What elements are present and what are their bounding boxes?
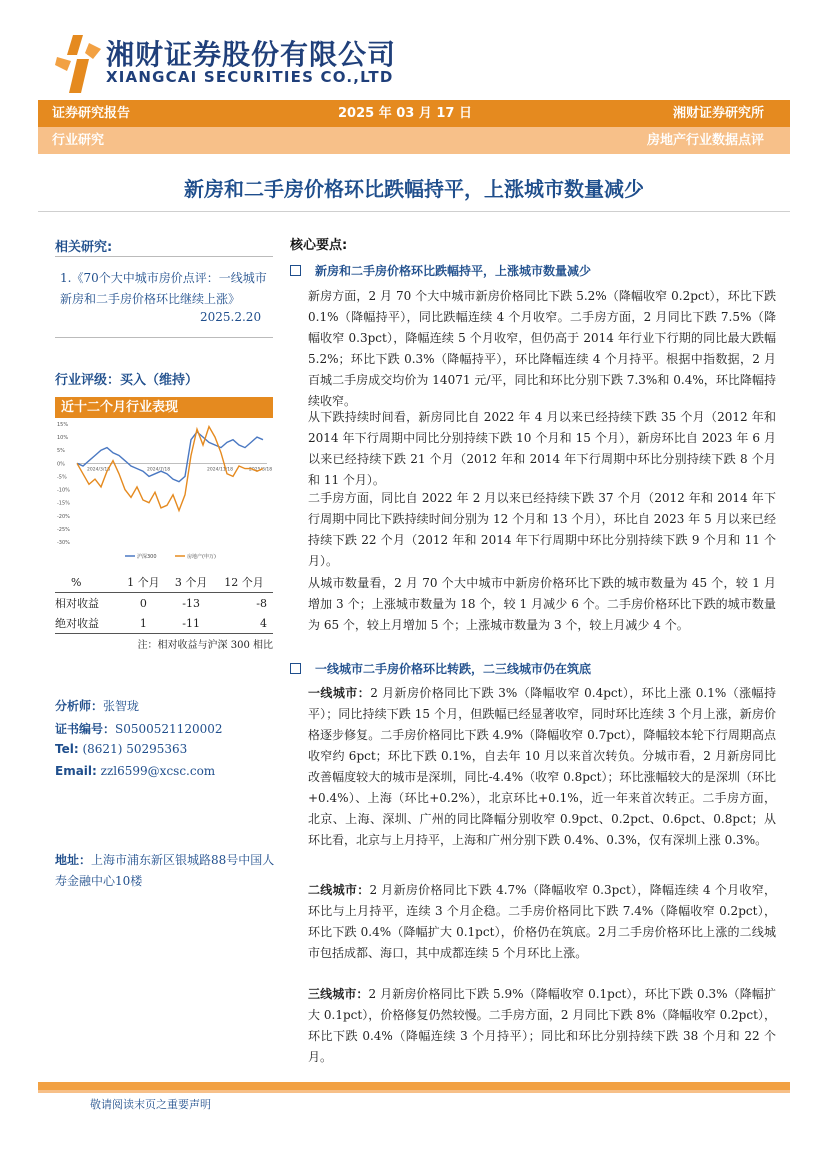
x-tick-label: 2024/7/18 [147, 467, 171, 473]
analyst-line [55, 697, 139, 714]
footer-bar [38, 1082, 790, 1090]
x-tick-label: 2024/3/18 [87, 467, 111, 473]
table-header: 12 个月 [215, 572, 273, 593]
y-tick-label: -30% [57, 540, 70, 546]
table-cell: 0 [139, 596, 147, 610]
tel-label: Tel: [55, 742, 79, 756]
y-tick-label: -5% [57, 474, 67, 481]
paragraph-tier2 [308, 880, 776, 964]
company-name-en: XIANGCAI SECURITIES CO.,LTD [106, 68, 394, 86]
cert-line [55, 720, 223, 737]
table-header: 3 个月 [167, 572, 215, 593]
table-note: 注：相对收益与沪深 300 相比 [137, 640, 273, 651]
paragraph: 从下跌持续时间看，新房同比自 2022 年 4 月以来已经持续下跌 35 个月（2012 年和 2014 年下行周期中同比分别持续下跌 10 个月和 15 个月），新房环比自 2023 年 6 月以来已经持续下跌 21 个月（2012 年和 2014 年下行周期中环比分别持续下跌 8 个月和 11 个月）。 [308, 410, 776, 487]
divider [55, 337, 273, 338]
section-title: 一线城市二手房价格环比转跌，二三线城市仍在筑底 [315, 662, 592, 676]
performance-chart [55, 418, 273, 568]
y-tick-label: -25% [57, 526, 70, 533]
table-row [55, 593, 273, 614]
section-heading-2 [290, 660, 591, 677]
report-type: 证券研究报告 [52, 106, 131, 121]
y-tick-label: 10% [57, 435, 69, 442]
table-header: % [55, 572, 120, 593]
address-text: 上海市浦东新区银城路88号中国人寿金融中心10楼 [55, 853, 275, 888]
performance-heading: 近十二个月行业表现 [61, 400, 179, 415]
table-row [55, 613, 273, 634]
paragraph: 新房方面，2 月 70 个大中城市新房价格同比下跌 5.2%（降幅收窄 0.2pct），环比下跌 0.1%（降幅持平），同比跌幅连续 4 个月收窄。二手房方面，2 月同比下跌 7.5%（降幅收窄 0.3pct），降幅连续 5 个月收窄，但仍高于 2014 年行业下行期的同比最大跌幅 5.2%；环比下跌 0.3%（降幅持平），环比降幅连续 4 个月持平。根据中指数据，2 月百城二手房成交均价为 14071 元/平，同比和环比分别下跌 7.3%和 0.4%，环比降幅持续收窄。 [308, 289, 776, 408]
performance-table [55, 572, 273, 634]
paragraph-tier3 [308, 984, 776, 1068]
table-cell: 1 [120, 613, 168, 634]
company-name-cn: 湘财证券股份有限公司 [106, 38, 397, 71]
industry-rating: 行业评级：买入（维持） [55, 373, 199, 388]
report-type-bar [38, 100, 790, 127]
table-cell: -13 [182, 596, 200, 610]
report-date: 2025 年 03 月 17 日 [338, 106, 472, 121]
related-research-link[interactable]: 1.《70个大中城市房价点评：一线城市新房和二手房价格环比继续上涨》 [60, 271, 267, 306]
table-header-row [55, 572, 273, 593]
checkbox-bullet-icon [290, 265, 301, 276]
report-category-bar [38, 127, 790, 154]
x-tick-label: 2025/3/18 [249, 467, 273, 473]
tel-line [55, 742, 187, 756]
report-title: 新房和二手房价格环比跌幅持平，上涨城市数量减少 [184, 177, 644, 201]
analyst-label: 分析师： [55, 699, 104, 713]
address-block [55, 850, 280, 892]
tel-number: (8621) 50295363 [82, 742, 188, 756]
tier3-label: 三线城市： [308, 987, 369, 1001]
legend-label: 沪深300 [137, 554, 157, 560]
core-points-heading: 核心要点: [290, 238, 348, 253]
section-title: 新房和二手房价格环比跌幅持平，上涨城市数量减少 [315, 264, 592, 278]
paragraph: 二手房方面，同比自 2022 年 2 月以来已经持续下跌 37 个月（2012 年和 2014 年下行周期中同比下跌持续时间分别为 12 个月和 13 个月），环比自 2023 年 5 月以来已经持续下跌 22 个月（2012 年和 2014 年下行周期中环比分别持续下跌 9 个月和 11 个月）。 [308, 491, 776, 568]
y-tick-label: 5% [57, 448, 65, 455]
legend-label: 房地产(申万) [187, 554, 216, 560]
series-line [77, 432, 263, 482]
y-tick-label: 15% [57, 422, 69, 428]
institute-name: 湘财证券研究所 [672, 106, 764, 121]
paragraph: 从城市数量看，2 月 70 个大中城市中新房价格环比下跌的城市数量为 45 个，较 1 月增加 3 个；上涨城市数量为 18 个，较 1 月减少 6 个。二手房价格环比下跌的城市数量为 65 个，较上月增加 5 个；上涨城市数量为 3 个，较上月减少 4 个。 [308, 576, 776, 632]
divider [55, 256, 273, 257]
email-line [55, 764, 215, 778]
email-label: Email: [55, 764, 97, 778]
cert-number: S0500521120002 [115, 722, 223, 736]
title-divider [38, 211, 790, 212]
table-cell: -8 [256, 596, 267, 610]
table-cell: 绝对收益 [55, 613, 120, 634]
email-link[interactable]: zzl6599@xcsc.com [100, 764, 216, 778]
analyst-name: 张智珑 [103, 699, 140, 713]
tier1-text: 2 月新房价格同比下跌 3%（降幅收窄 0.4pct），环比上涨 0.1%（涨幅持平）；同比持续下跌 15 个月，但跌幅已经显著收窄，同时环比连续 3 个月上涨，新房价格逐步修复。二手房价格同比下跌 4.9%（降幅收窄 0.7pct），降幅较本轮下行周期高点收窄约 6pct；环比下跌 0.1%，自去年 10 月以来首次转负。分城市看，2 月新房同比改善幅度较大的城市是深圳，同比-4.4%（收窄 0.8pct）；环比涨幅较大的是深圳（环比+0.4%）、上海（环比+0.2%），北京环比+0.1%，近一年来首次转正。二手房方面，北京、上海、深圳、广州的同比降幅分别收窄 0.9pct、0.2pct、0.6pct、0.8pct；从环比看，北京与上月持平，上海和广州分别下跌 0.4%、0.3%，仅有深圳上涨 0.3%。 [308, 686, 776, 847]
table-cell: -11 [167, 613, 215, 634]
paragraph-tier1 [308, 683, 776, 851]
y-tick-label: 0% [57, 461, 65, 468]
table-cell: 4 [215, 613, 273, 634]
related-research-heading: 相关研究: [55, 240, 113, 255]
report-subject: 房地产行业数据点评 [646, 133, 764, 148]
tier2-label: 二线城市： [308, 883, 370, 897]
performance-heading-bar [55, 397, 273, 418]
tier3-text: 2 月新房价格同比下跌 5.9%（降幅收窄 0.1pct），环比下跌 0.3%（降幅扩大 0.1pct），价格修复仍然较慢。二手房方面，2 月同比下跌 8%（降幅收窄 0.2pct），环比下跌 0.4%（降幅连续 3 个月持平）；同比和环比分别持续下跌 38 个月和 22 个月。 [308, 987, 776, 1064]
disclaimer: 敬请阅读末页之重要声明 [90, 1098, 211, 1111]
address-label: 地址： [55, 853, 92, 867]
company-logo-icon [55, 35, 103, 93]
tier1-label: 一线城市： [308, 686, 371, 700]
related-research-date: 2025.2.20 [200, 310, 262, 324]
footer-bar-light [38, 1090, 790, 1093]
checkbox-bullet-icon [290, 663, 301, 674]
research-category: 行业研究 [52, 133, 105, 148]
y-tick-label: -15% [57, 500, 70, 507]
tier2-text: 2 月新房价格同比下跌 4.7%（降幅收窄 0.3pct），降幅连续 4 个月收窄，环比与上月持平，连续 3 个月企稳。二手房价格同比下跌 7.4%（降幅收窄 0.2pct），环比下跌 0.4%（降幅扩大 0.1pct），价格仍在筑底。2月二手房价格环比上涨的二线城市包括成都、海口，其中成都连续 5 个月环比上涨。 [308, 883, 776, 960]
cert-label: 证书编号： [55, 722, 116, 736]
y-tick-label: -20% [57, 513, 70, 520]
section-heading-1 [290, 262, 591, 279]
y-tick-label: -10% [57, 487, 70, 494]
x-tick-label: 2024/11/18 [207, 467, 233, 473]
table-header: 1 个月 [120, 572, 168, 593]
table-cell: 相对收益 [55, 597, 99, 610]
